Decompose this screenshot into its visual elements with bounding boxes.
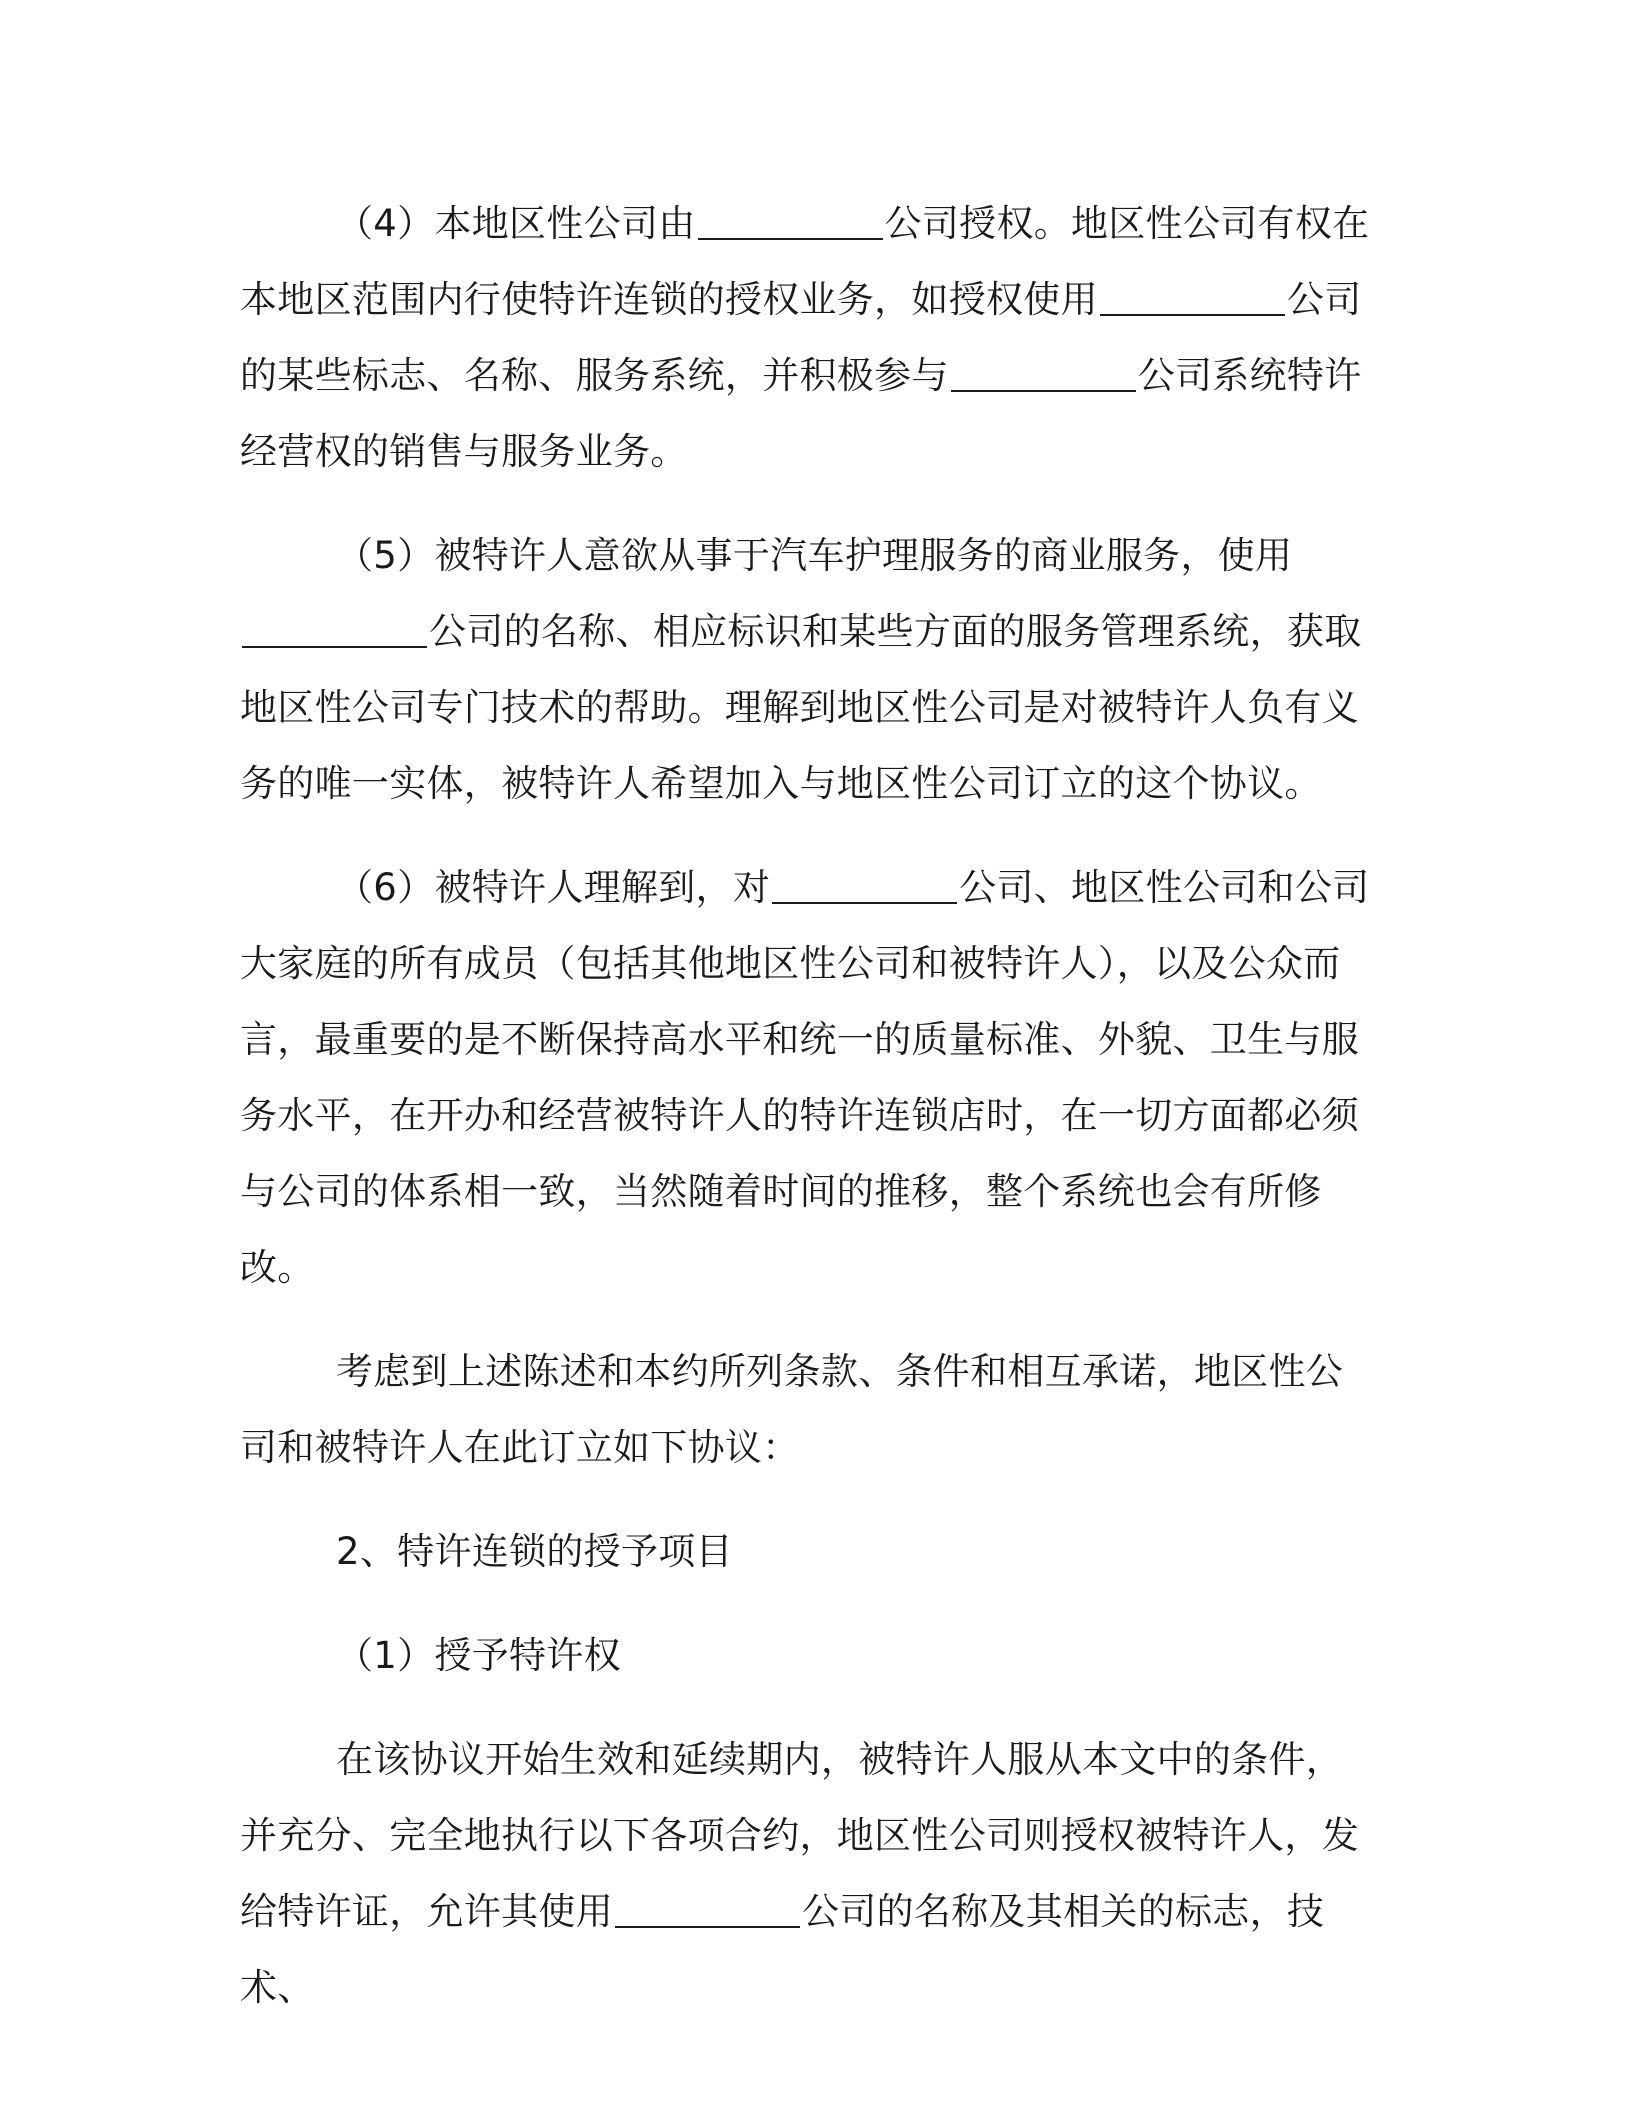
paragraph-7-text: 考虑到上述陈述和本约所列条款、条件和相互承诺，地区性公司和被特许人在此订立如下协议：	[240, 1350, 1344, 1469]
section-heading	[240, 1514, 1376, 1590]
paragraph-4-text-3: 公司的某些标志、名称、服务系统，并积极参与	[240, 278, 1362, 397]
paragraph-6-text-2: 公司、地区性公司和公司大家庭的所有成员（包括其他地区性公司和被特许人），以及公众而言，最重要的是不断保持高水平和统一的质量标准、外貌、卫生与服务水平，在开办和经营被特许人的特许连锁店时，在一切方面都必须与公司的体系相一致，当然随着时间的推移，整个系统也会有所修改。	[240, 866, 1370, 1289]
subsection-heading	[240, 1618, 1376, 1694]
paragraph-10-text-2: 公司的名称及其相关的标志，技术、	[240, 1890, 1325, 2009]
paragraph-10-text-1: 在该协议开始生效和延续期内，被特许人服从本文中的条件，并充分、完全地执行以下各项合约，地区性公司则授权被特许人，发给特许证，允许其使用	[240, 1738, 1359, 1933]
blank-line	[615, 1896, 800, 1928]
document-page	[240, 186, 1376, 2054]
section-heading-text: 2、特许连锁的授予项目	[336, 1530, 733, 1573]
blank-line	[242, 616, 427, 648]
blank-line	[772, 872, 957, 904]
blank-line	[951, 360, 1136, 392]
paragraph-5-text-1: （5）被特许人意欲从事于汽车护理服务的商业服务，使用	[336, 534, 1293, 577]
paragraph-5	[240, 518, 1376, 822]
blank-line	[1100, 284, 1285, 316]
paragraph-4-text-2: 公司授权。地区性公司有权在本地区范围内行使特许连锁的授权业务，如授权使用	[240, 202, 1370, 321]
paragraph-6-text-1: （6）被特许人理解到，对	[336, 866, 771, 909]
subsection-heading-text: （1）授予特许权	[336, 1634, 621, 1677]
paragraph-4-text-1: （4）本地区性公司由	[336, 202, 696, 245]
paragraph-10	[240, 1722, 1376, 2026]
paragraph-7	[240, 1334, 1376, 1486]
paragraph-4	[240, 186, 1376, 490]
paragraph-6	[240, 850, 1376, 1306]
paragraph-5-text-2: 公司的名称、相应标识和某些方面的服务管理系统，获取地区性公司专门技术的帮助。理解到地区性公司是对被特许人负有义务的唯一实体，被特许人希望加入与地区性公司订立的这个协议。	[240, 610, 1362, 805]
paragraph-4-text-4: 公司系统特许经营权的销售与服务业务。	[240, 354, 1362, 473]
blank-line	[698, 208, 883, 240]
